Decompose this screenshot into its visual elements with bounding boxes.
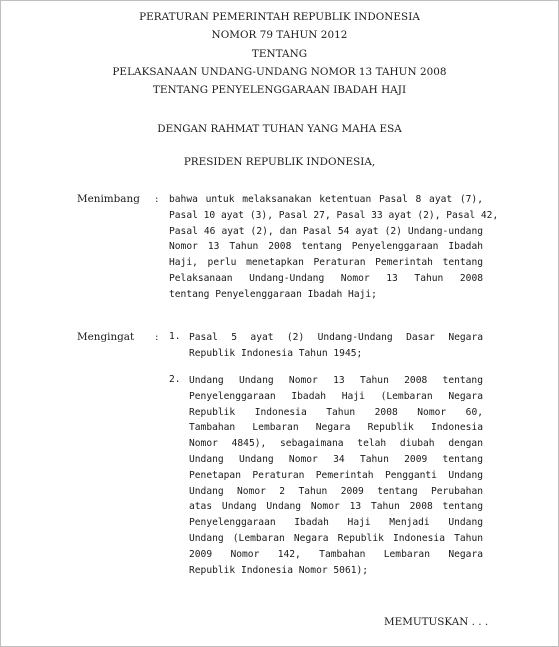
text-line: Penetapan Peraturan Pemerintah Pengganti Undang [189, 469, 483, 481]
text-line: Pasal 46 ayat (2), dan Pasal 54 ayat (2) Undang-undang [169, 225, 483, 237]
menimbang-paragraph [169, 192, 499, 303]
text-line: Republik Indonesia Tahun 2008 Nomor 60, [189, 406, 483, 418]
header-line: PERATURAN PEMERINTAH REPUBLIK INDONESIA [139, 11, 420, 23]
text-line: Pasal 10 ayat (3), Pasal 27, Pasal 33 ayat (2), Pasal 42, [169, 209, 499, 221]
list-item-number: 1. [169, 331, 181, 342]
mengingat-label: Mengingat [77, 331, 135, 343]
mengingat-item-2 [189, 373, 483, 578]
text-line: Penyelenggaraan Ibadah Haji Menjadi Undang [189, 517, 483, 529]
text-line: Republik Indonesia Nomor 5061); [189, 564, 369, 576]
header-line: NOMOR 79 TAHUN 2012 [211, 29, 348, 42]
text-line: Undang Nomor 2 Tahun 2009 tentang Perubahan [189, 485, 483, 497]
invocation: DENGAN RAHMAT TUHAN YANG MAHA ESA [157, 123, 402, 135]
header-line: PELAKSANAAN UNDANG-UNDANG NOMOR 13 TAHUN 2008 [112, 65, 447, 78]
text-line: Undang (Lembaran Negara Republik Indonesia Tahun [189, 532, 483, 544]
text-line: Nomor 13 Tahun 2008 tentang Penyelenggaraan Ibadah [169, 241, 483, 253]
text-line: Undang Undang Nomor 13 Tahun 2008 tentang [189, 375, 483, 386]
text-line: bahwa untuk melaksanakan ketentuan Pasal 8 ayat (7), [169, 194, 483, 205]
header-line: TENTANG [251, 47, 308, 60]
text-line: Nomor 4845), sebagaimana telah diubah dengan [189, 438, 483, 450]
text-line: Penyelenggaraan Ibadah Haji (Lembaran Negara [189, 390, 483, 402]
text-line: 2009 Nomor 142, Tambahan Lembaran Negara [189, 548, 483, 560]
text-line: Undang Undang Nomor 34 Tahun 2009 tentang [189, 453, 483, 465]
text-line: Pasal 5 ayat (2) Undang-Undang Dasar Negara [189, 332, 483, 343]
header-line: TENTANG PENYELENGGARAAN IBADAH HAJI [152, 84, 407, 97]
continuation-marker: MEMUTUSKAN . . . [384, 616, 489, 628]
document-header [0, 8, 559, 99]
mengingat-colon: : [155, 331, 159, 343]
menimbang-label: Menimbang [77, 193, 140, 205]
president-title: PRESIDEN REPUBLIK INDONESIA, [183, 156, 376, 168]
text-line: Pelaksanaan Undang-Undang Nomor 13 Tahun 2008 [169, 272, 483, 284]
text-line: Tambahan Lembaran Negara Republik Indonesia [189, 422, 483, 434]
text-line: Republik Indonesia Tahun 1945; [189, 347, 363, 359]
text-line: Haji, perlu menetapkan Peraturan Pemerintah tentang [169, 257, 483, 269]
list-item-number: 2. [169, 374, 181, 385]
menimbang-colon: : [155, 193, 159, 205]
text-line: atas Undang Undang Nomor 13 Tahun 2008 tentang [189, 501, 483, 513]
mengingat-item-1 [189, 330, 483, 362]
text-line: tentang Penyelenggaraan Ibadah Haji; [169, 288, 377, 300]
